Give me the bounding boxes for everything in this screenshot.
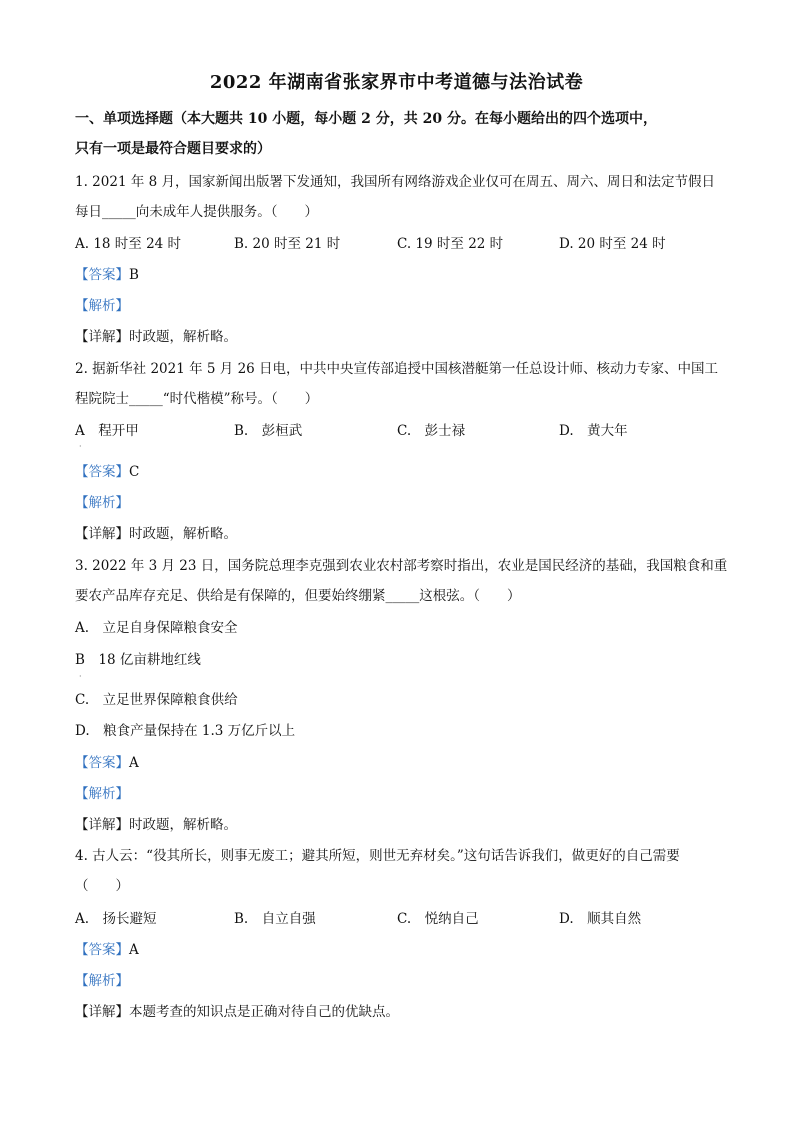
stray-dot: · <box>79 442 82 451</box>
detail-label: 【详解】 <box>75 817 129 833</box>
question-4-option-c: C. 悦纳自己 <box>397 911 479 927</box>
question-4-option-d: D. 顺其自然 <box>559 911 642 927</box>
question-4-option-a: A. 扬长避短 <box>75 911 157 927</box>
question-1-option-c: C. 19 时至 22 时 <box>397 236 504 252</box>
answer-label: 【答案】 <box>75 464 129 480</box>
question-2-option-d: D. 黄大年 <box>559 423 628 439</box>
question-3-option-a: A. 立足自身保障粮食安全 <box>75 620 238 636</box>
question-2-analysis-label: 【解析】 <box>75 495 129 511</box>
question-3-option-d: D. 粮食产量保持在 1.3 万亿斤以上 <box>75 723 296 739</box>
question-3-detail <box>75 815 725 835</box>
question-2-option-b: B. 彭桓武 <box>234 423 303 439</box>
detail-text: 时政题，解析略。 <box>129 817 237 833</box>
question-1-option-d: D. 20 时至 24 时 <box>559 236 666 252</box>
detail-label: 【详解】 <box>75 1004 129 1020</box>
detail-text: 本题考查的知识点是正确对待自己的优缺点。 <box>129 1004 399 1020</box>
question-2-stem-line2: 程院院士_____“时代楷模”称号。（ ） <box>75 391 319 407</box>
page-title: 2022 年湖南省张家界市中考道德与法治试卷 <box>209 72 584 93</box>
answer-label: 【答案】 <box>75 267 129 283</box>
detail-label: 【详解】 <box>75 329 129 345</box>
question-3-analysis-label: 【解析】 <box>75 786 129 802</box>
question-4-stem-line1: 4. 古人云：“役其所长，则事无废工；避其所短，则世无弃材矣。”这句话告诉我们，做更好的自己需要 <box>75 848 680 864</box>
answer-value: B <box>129 267 139 283</box>
question-4-stem-line2: （ ） <box>75 878 129 894</box>
answer-label: 【答案】 <box>75 755 129 771</box>
section-heading-line1: 一、单项选择题（本大题共 10 小题，每小题 2 分，共 20 分。在每小题给出的四个选项中， <box>75 111 657 127</box>
question-4-answer <box>75 940 725 960</box>
question-1-analysis-label: 【解析】 <box>75 298 129 314</box>
question-2-option-a: A 程开甲 <box>75 423 139 439</box>
detail-text: 时政题，解析略。 <box>129 329 237 345</box>
answer-label: 【答案】 <box>75 942 129 958</box>
stray-dot: · <box>79 672 82 681</box>
question-4-detail <box>75 1002 725 1022</box>
section-heading <box>75 104 725 164</box>
answer-value: A <box>129 942 139 958</box>
question-3-option-c: C. 立足世界保障粮食供给 <box>75 692 238 708</box>
detail-label: 【详解】 <box>75 526 129 542</box>
question-1-stem-line2: 每日_____向未成年人提供服务。（ ） <box>75 204 318 220</box>
question-2-answer <box>75 462 725 482</box>
question-3-stem-line1: 3. 2022 年 3 月 23 日，国务院总理李克强到农业农村部考察时指出，农业是国民经济的基础，我国粮食和重 <box>75 558 728 574</box>
question-4-analysis-label: 【解析】 <box>75 973 129 989</box>
question-1-detail <box>75 327 725 347</box>
section-heading-line2: 只有一项是最符合题目要求的） <box>75 141 271 157</box>
question-1-option-a: A. 18 时至 24 时 <box>75 236 182 252</box>
question-2-stem-line1: 2. 据新华社 2021 年 5 月 26 日电，中共中央宣传部追授中国核潜艇第一任总设计师、核动力专家、中国工 <box>75 361 719 377</box>
question-3-stem-line2: 要农产品库存充足、供给是有保障的，但要始终绷紧_____这根弦。（ ） <box>75 588 521 604</box>
answer-value: A <box>129 755 139 771</box>
question-2-detail <box>75 524 725 544</box>
question-1-stem-line1: 1. 2021 年 8 月，国家新闻出版署下发通知，我国所有网络游戏企业仅可在周五、周六、周日和法定节假日 <box>75 174 715 190</box>
detail-text: 时政题，解析略。 <box>129 526 237 542</box>
question-1-answer <box>75 265 725 285</box>
question-2-option-c: C. 彭士禄 <box>397 423 466 439</box>
question-1-option-b: B. 20 时至 21 时 <box>234 236 341 252</box>
question-3-option-b: B 18 亿亩耕地红线 <box>75 652 201 668</box>
answer-value: C <box>129 464 140 480</box>
question-4-option-b: B. 自立自强 <box>234 911 316 927</box>
question-3-answer <box>75 753 725 773</box>
